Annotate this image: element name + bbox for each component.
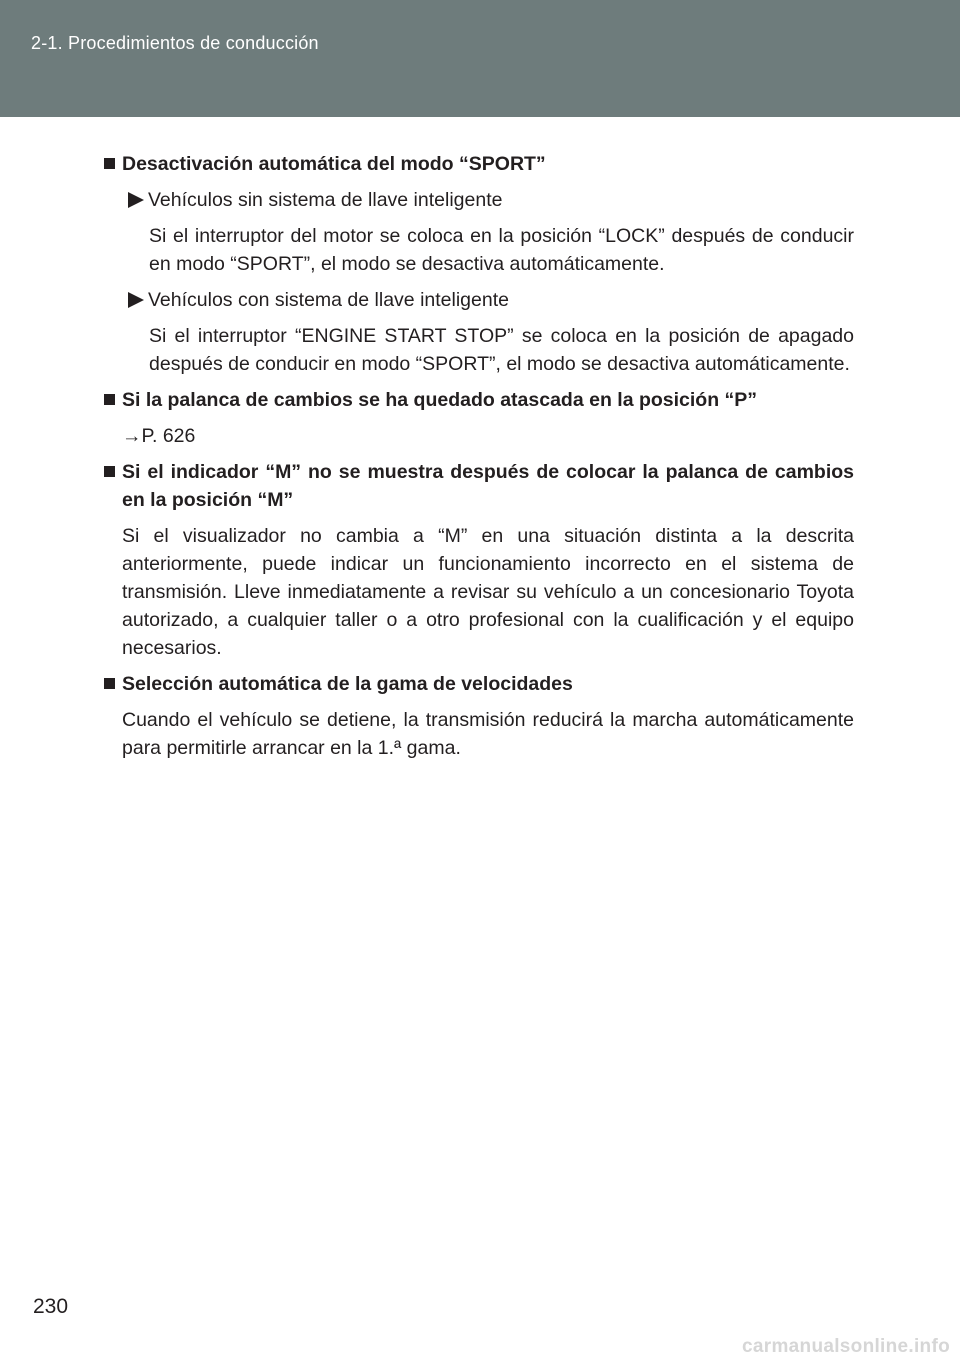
- page-number: 230: [33, 1295, 69, 1318]
- paragraph: Si el interruptor del motor se coloca en la posición “LOCK” después de conducir en modo “SPORT”, el modo se desactiva automáticamente.: [149, 225, 854, 275]
- square-bullet-icon: [104, 678, 115, 689]
- square-bullet-icon: [104, 394, 115, 405]
- vehicle-condition: [128, 286, 854, 314]
- section-title: Si la palanca de cambios se ha quedado atascada en la posición “P”: [122, 389, 758, 411]
- section-heading: [104, 386, 854, 414]
- section-title: Selección automática de la gama de velocidades: [122, 673, 573, 695]
- vehicle-condition-label: Vehículos con sistema de llave inteligente: [148, 289, 509, 311]
- triangle-arrow-icon: [128, 192, 144, 208]
- vehicle-condition-label: Vehículos sin sistema de llave inteligente: [148, 189, 503, 211]
- square-bullet-icon: [104, 158, 115, 169]
- page-header: [0, 0, 960, 117]
- section-heading: [104, 458, 854, 514]
- triangle-arrow-icon: [128, 292, 144, 308]
- section-title: Si el indicador “M” no se muestra después de colocar la palanca de cambios en la posición “M”: [122, 461, 854, 511]
- paragraph: Si el visualizador no cambia a “M” en una situación distinta a la descrita anteriormente, puede indicar un funcionamiento incorrecto en el sistema de transmisión. Lleve inmediatamente a revisar su vehículo a un concesionario Toyota autorizado, a cualquier taller o a otro profesional con la cualificación y el equipo necesarios.: [122, 525, 854, 659]
- section-heading: [104, 150, 854, 178]
- section-title: Desactivación automática del modo “SPORT”: [122, 153, 546, 175]
- square-bullet-icon: [104, 466, 115, 477]
- page-reference: →P. 626: [122, 425, 196, 447]
- vehicle-condition: [128, 186, 854, 214]
- paragraph: Cuando el vehículo se detiene, la transmisión reducirá la marcha automáticamente para permitirle arrancar en la 1.ª gama.: [122, 709, 854, 759]
- paragraph: Si el interruptor “ENGINE START STOP” se coloca en la posición de apagado después de conducir en modo “SPORT”, el modo se desactiva automáticamente.: [149, 325, 854, 375]
- main-content: [104, 150, 854, 762]
- section-heading: [104, 670, 854, 698]
- section-breadcrumb: 2-1. Procedimientos de conducción: [31, 33, 319, 53]
- watermark: carmanualsonline.info: [742, 1336, 950, 1357]
